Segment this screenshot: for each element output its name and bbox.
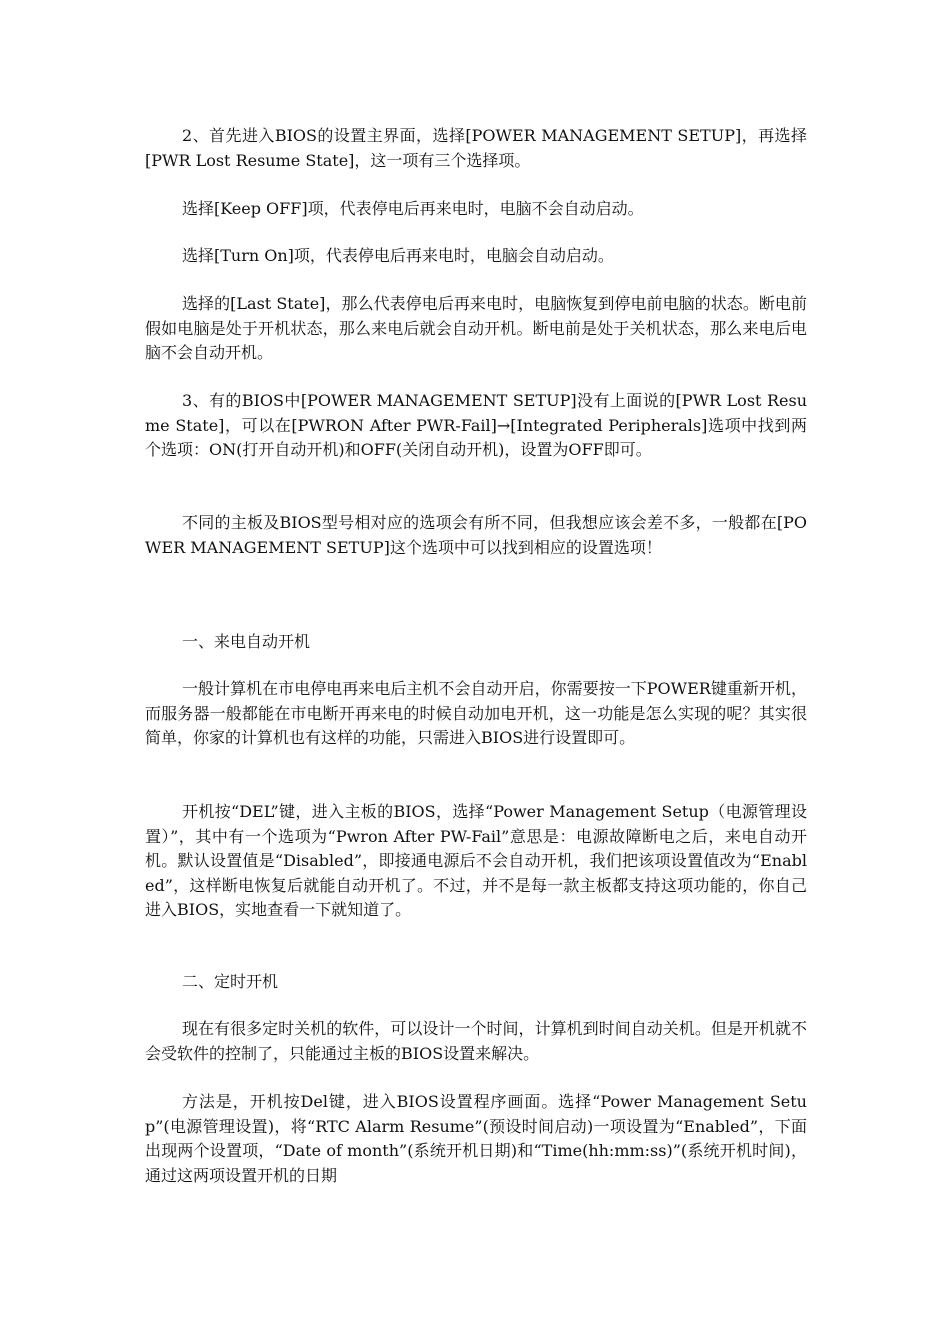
paragraph-scheduled-intro: 现在有很多定时关机的软件，可以设计一个时间，计算机到时间自动关机。但是开机就不会受软件的控制了，只能通过主板的BIOS设置来解决。 [145, 1019, 807, 1063]
paragraph-last-state: 选择的[Last State]，那么代表停电后再来电时，电脑恢复到停电前电脑的状态。断电前假如电脑是处于开机状态，那么来电后就会自动开机。断电前是处于关机状态，那么来电后电脑不会自动开机。 [145, 294, 807, 362]
paragraph-auto-power-steps: 开机按“DEL”键，进入主板的BIOS，选择“Power Management Setup（电源管理设置）”，其中有一个选项为“Pwron After PW-Fail”意思是：电源故障断电之后，来电自动开机。默认设置值是“Disabled”，即接通电源后不会自动开机，我们把该项设置值改为“Enabled”，这样断电恢复后就能自动开机了。不过，并不是每一款主板都支持这项功能的，你自己进入BIOS，实地查看一下就知道了。 [145, 802, 807, 919]
heading-auto-power-on: 一、来电自动开机 [182, 632, 311, 651]
paragraph-keep-off: 选择[Keep OFF]项，代表停电后再来电时，电脑不会自动启动。 [182, 199, 644, 218]
paragraph-bios-step-2: 2、首先进入BIOS的设置主界面，选择[POWER MANAGEMENT SETUP]，再选择[PWR Lost Resume State]，这一项有三个选择项。 [145, 126, 807, 170]
paragraph-turn-on: 选择[Turn On]项，代表停电后再来电时，电脑会自动启动。 [182, 246, 614, 265]
paragraph-bios-step-3: 3、有的BIOS中[POWER MANAGEMENT SETUP]没有上面说的[PWR Lost Resume State]，可以在[PWRON After PWR-Fail]→[Integrated Peripherals]选项中找到两个选项：ON(打开自动开机)和OFF(关闭自动开机)，设置为OFF即可。 [145, 391, 807, 459]
paragraph-scheduled-steps: 方法是，开机按Del键，进入BIOS设置程序画面。选择“Power Management Setup”(电源管理设置)，将“RTC Alarm Resume”(预设时间启动)一项设置为“Enabled”，下面出现两个设置项，“Date of month”(系统开机日期)和“Time(hh:mm:ss)”(系统开机时间)，通过这两项设置开机的日期 [145, 1092, 807, 1185]
heading-scheduled-power-on: 二、定时开机 [182, 972, 279, 991]
paragraph-board-differences: 不同的主板及BIOS型号相对应的选项会有所不同，但我想应该会差不多，一般都在[POWER MANAGEMENT SETUP]这个选项中可以找到相应的设置选项！ [145, 513, 807, 557]
paragraph-auto-power-intro: 一般计算机在市电停电再来电后主机不会自动开启，你需要按一下POWER键重新开机，而服务器一般都能在市电断开再来电的时候自动加电开机，这一功能是怎么实现的呢？其实很简单，你家的计算机也有这样的功能，只需进入BIOS进行设置即可。 [145, 679, 807, 747]
